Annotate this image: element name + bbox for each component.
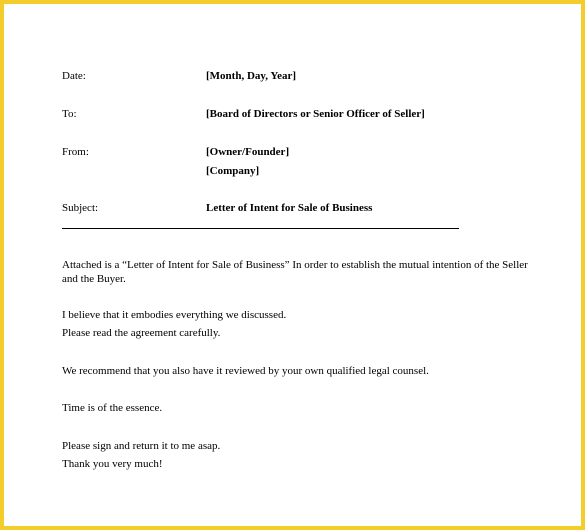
subject-label: Subject: — [62, 202, 99, 214]
paragraph-thank-you: Thank you very much! — [62, 458, 163, 470]
paragraph-time-essence: Time is of the essence. — [62, 402, 163, 414]
paragraph-embodies: I believe that it embodies everything we discussed. — [62, 309, 287, 321]
from-value-company: [Company] — [206, 165, 260, 177]
paragraph-sign-return: Please sign and return it to me asap. — [62, 440, 221, 452]
from-label: From: — [62, 146, 89, 158]
date-value: [Month, Day, Year] — [206, 70, 297, 82]
header-divider — [62, 228, 459, 229]
paragraph-read-carefully: Please read the agreement carefully. — [62, 327, 221, 339]
subject-value: Letter of Intent for Sale of Business — [206, 202, 373, 214]
paragraph-legal-counsel: We recommend that you also have it reviewed by your own qualified legal counsel. — [62, 365, 429, 377]
date-label: Date: — [62, 70, 86, 82]
to-label: To: — [62, 108, 77, 120]
from-value-owner: [Owner/Founder] — [206, 146, 290, 158]
to-value: [Board of Directors or Senior Officer of Seller] — [206, 108, 425, 120]
paragraph-attached: Attached is a “Letter of Intent for Sale of Business” In order to establish the mutual intention of the Seller and the Buyer. — [62, 259, 528, 285]
